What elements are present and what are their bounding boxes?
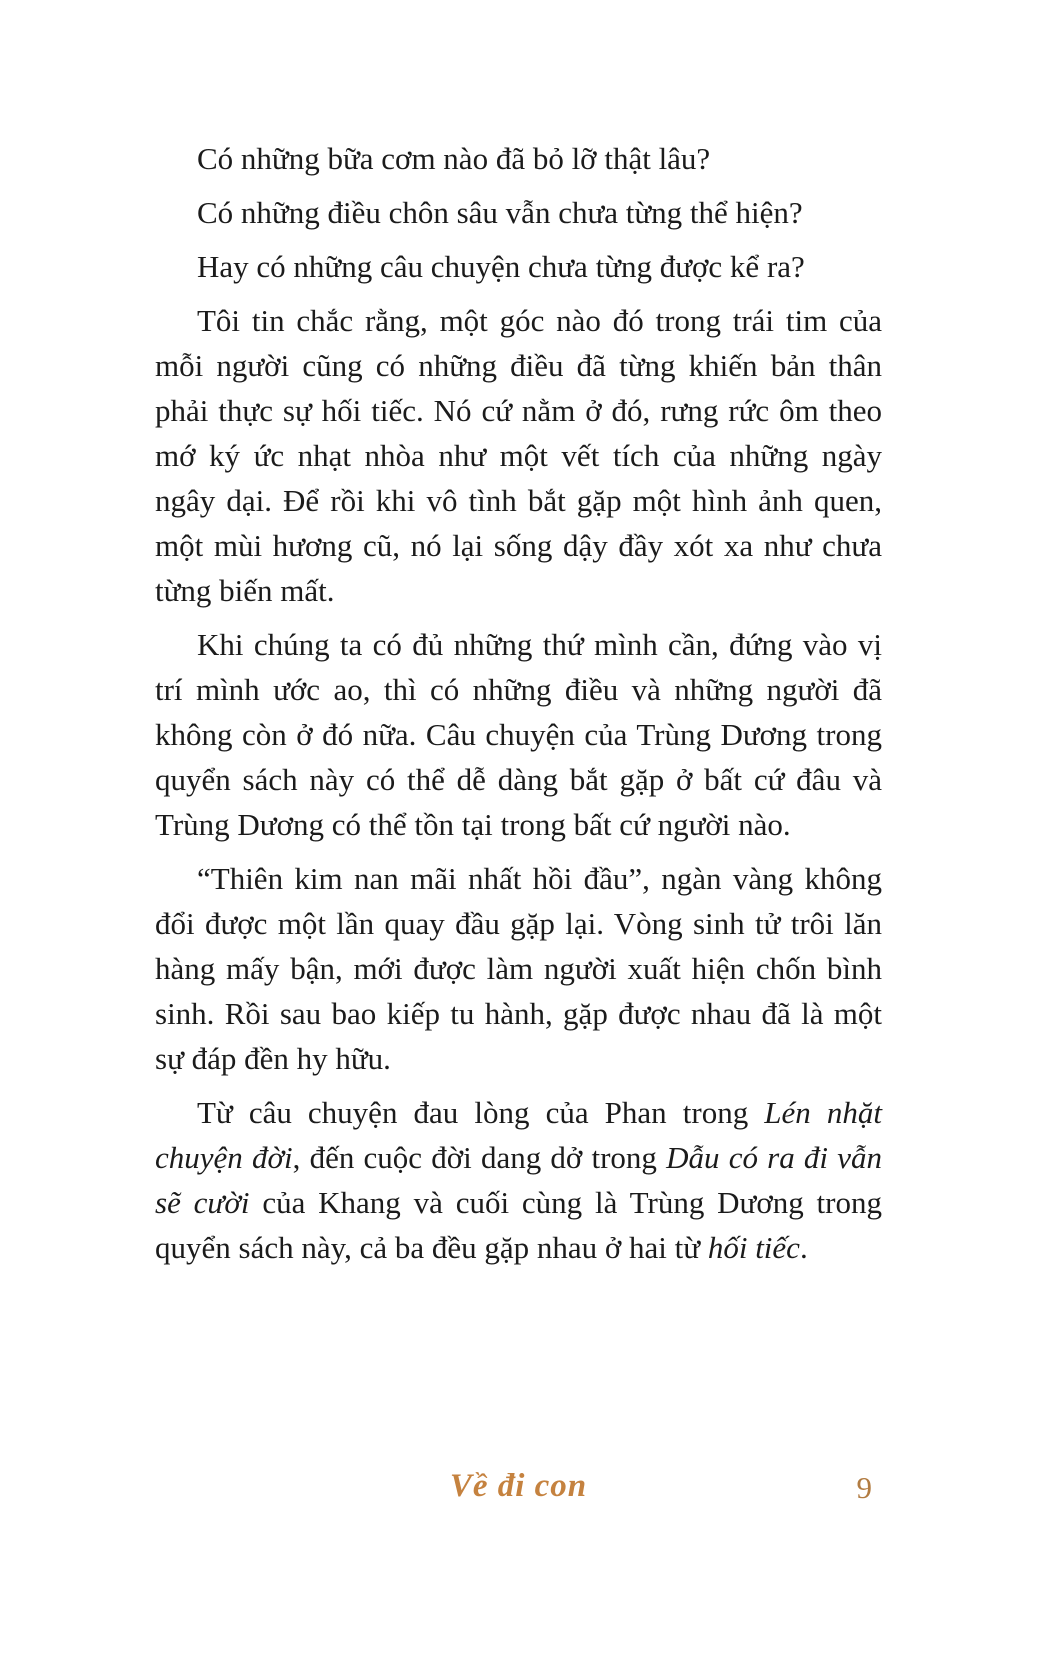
book-title-italic: hối tiếc xyxy=(707,1230,800,1265)
paragraph: Khi chúng ta có đủ những thứ mình cần, đứng vào vị trí mình ước ao, thì có những điều và những người đã không còn ở đó nữa. Câu chuyện của Trùng Dương trong quyển sách này có thể dễ dàng bắt gặp ở bất cứ đâu và Trùng Dương có thể tồn tại trong bất cứ người nào. xyxy=(155,627,882,842)
text-block xyxy=(155,136,882,1279)
paragraph: “Thiên kim nan mãi nhất hồi đầu”, ngàn vàng không đổi được một lần quay đầu gặp lại. Vòng sinh tử trôi lăn hàng mấy bận, mới được làm người xuất hiện chốn bình sinh. Rồi sau bao kiếp tu hành, gặp được nhau đã là một sự đáp đền hy hữu. xyxy=(155,861,882,1076)
footer-page-number: 9 xyxy=(856,1470,872,1505)
paragraph: Có những bữa cơm nào đã bỏ lỡ thật lâu? xyxy=(197,141,711,176)
book-title-italic: Lén nhặt chuyện đời xyxy=(155,1095,882,1175)
paragraph: Từ câu chuyện đau lòng của Phan trong Lén nhặt chuyện đời, đến cuộc đời dang dở trong Dẫu có ra đi vẫn sẽ cười của Khang và cuối cùng là Trùng Dương trong quyển sách này, cả ba đều gặp nhau ở hai từ hối tiếc. xyxy=(155,1095,883,1265)
paragraph: Có những điều chôn sâu vẫn chưa từng thể hiện? xyxy=(197,195,803,230)
paragraph: Tôi tin chắc rằng, một góc nào đó trong trái tim của mỗi người cũng có những điều đã từng khiến bản thân phải thực sự hối tiếc. Nó cứ nằm ở đó, rưng rức ôm theo mớ ký ức nhạt nhòa như một vết tích của những ngày ngây dại. Để rồi khi vô tình bắt gặp một hình ảnh quen, một mùi hương cũ, nó lại sống dậy đầy xót xa như chưa từng biến mất. xyxy=(155,303,882,608)
paragraph: Hay có những câu chuyện chưa từng được kể ra? xyxy=(197,249,805,284)
book-title-italic: Dẫu có ra đi vẫn sẽ cười xyxy=(155,1140,883,1220)
page-footer xyxy=(155,1468,882,1522)
footer-book-title: Về đi con xyxy=(449,1468,588,1504)
